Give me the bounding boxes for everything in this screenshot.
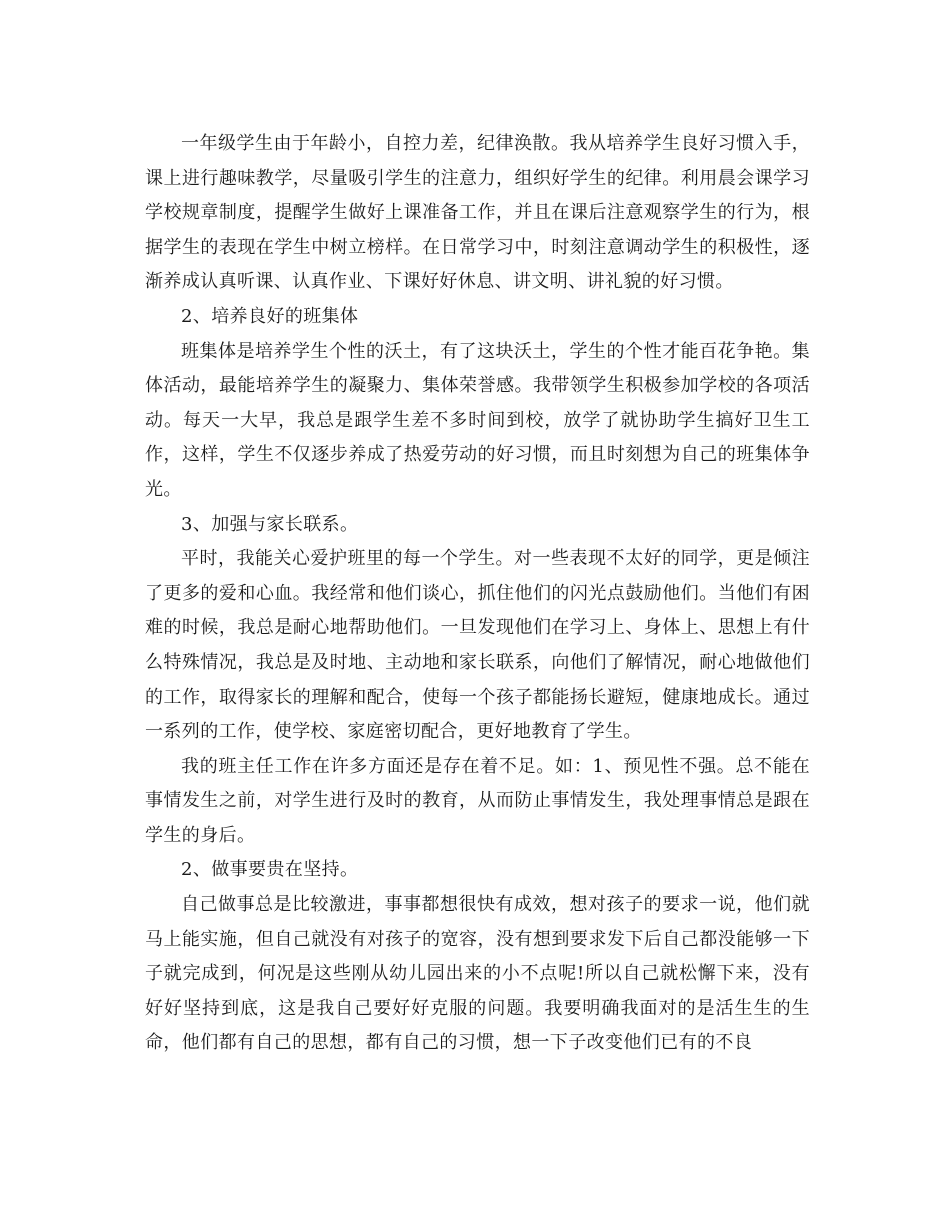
- paragraph-class-collective: 班集体是培养学生个性的沃土，有了这块沃土，学生的个性才能百花争艳。集体活动，最能培养学生的凝聚力、集体荣誉感。我带领学生积极参加学校的各项活动。每天一大早，我总是跟学生差不多时间到校，放学了就协助学生搞好卫生工作，这样，学生不仅逐步养成了热爱劳动的好习惯，而且时刻想为自己的班集体争光。: [145, 340, 810, 500]
- heading-persistence: 2、做事要贵在坚持。: [181, 859, 359, 881]
- paragraph-persistence: 自己做事总是比较激进，事事都想很快有成效，想对孩子的要求一说，他们就马上能实施，但自己就没有对孩子的宽容，没有想到要求发下后自己都没能够一下子就完成到，何况是这些刚从幼儿园出来的小不点呢!所以自己就松懈下来，没有好好坚持到底，这是我自己要好好克服的问题。我要明确我面对的是活生生的生命，他们都有自己的思想，都有自己的习惯，想一下子改变他们已有的不良: [145, 894, 810, 1054]
- paragraph-caring-students: 平时，我能关心爱护班里的每一个学生。对一些表现不太好的同学，更是倾注了更多的爱和心血。我经常和他们谈心，抓住他们的闪光点鼓励他们。当他们有困难的时候，我总是耐心地帮助他们。一旦发现他们在学习上、身体上、思想上有什么特殊情况，我总是及时地、主动地和家长联系，向他们了解情况，耐心地做他们的工作，取得家长的理解和配合，使每一个孩子都能扬长避短，健康地成长。通过一系列的工作，使学校、家庭密切配合，更好地教育了学生。: [145, 548, 810, 743]
- heading-build-class-collective: 2、培养良好的班集体: [181, 305, 359, 327]
- paragraph-shortcomings: 我的班主任工作在许多方面还是存在着不足。如：1、预见性不强。总不能在事情发生之前，对学生进行及时的教育，从而防止事情发生，我处理事情总是跟在学生的身后。: [145, 755, 810, 846]
- heading-parent-contact: 3、加强与家长联系。: [181, 513, 359, 535]
- document-page: [145, 127, 810, 1061]
- paragraph-class-discipline: 一年级学生由于年龄小，自控力差，纪律涣散。我从培养学生良好习惯入手，课上进行趣味教学，尽量吸引学生的注意力，组织好学生的纪律。利用晨会课学习学校规章制度，提醒学生做好上课准备工作，并且在课后注意观察学生的行为，根据学生的表现在学生中树立榜样。在日常学习中，时刻注意调动学生的积极性，逐渐养成认真听课、认真作业、下课好好休息、讲文明、讲礼貌的好习惯。: [145, 133, 810, 293]
